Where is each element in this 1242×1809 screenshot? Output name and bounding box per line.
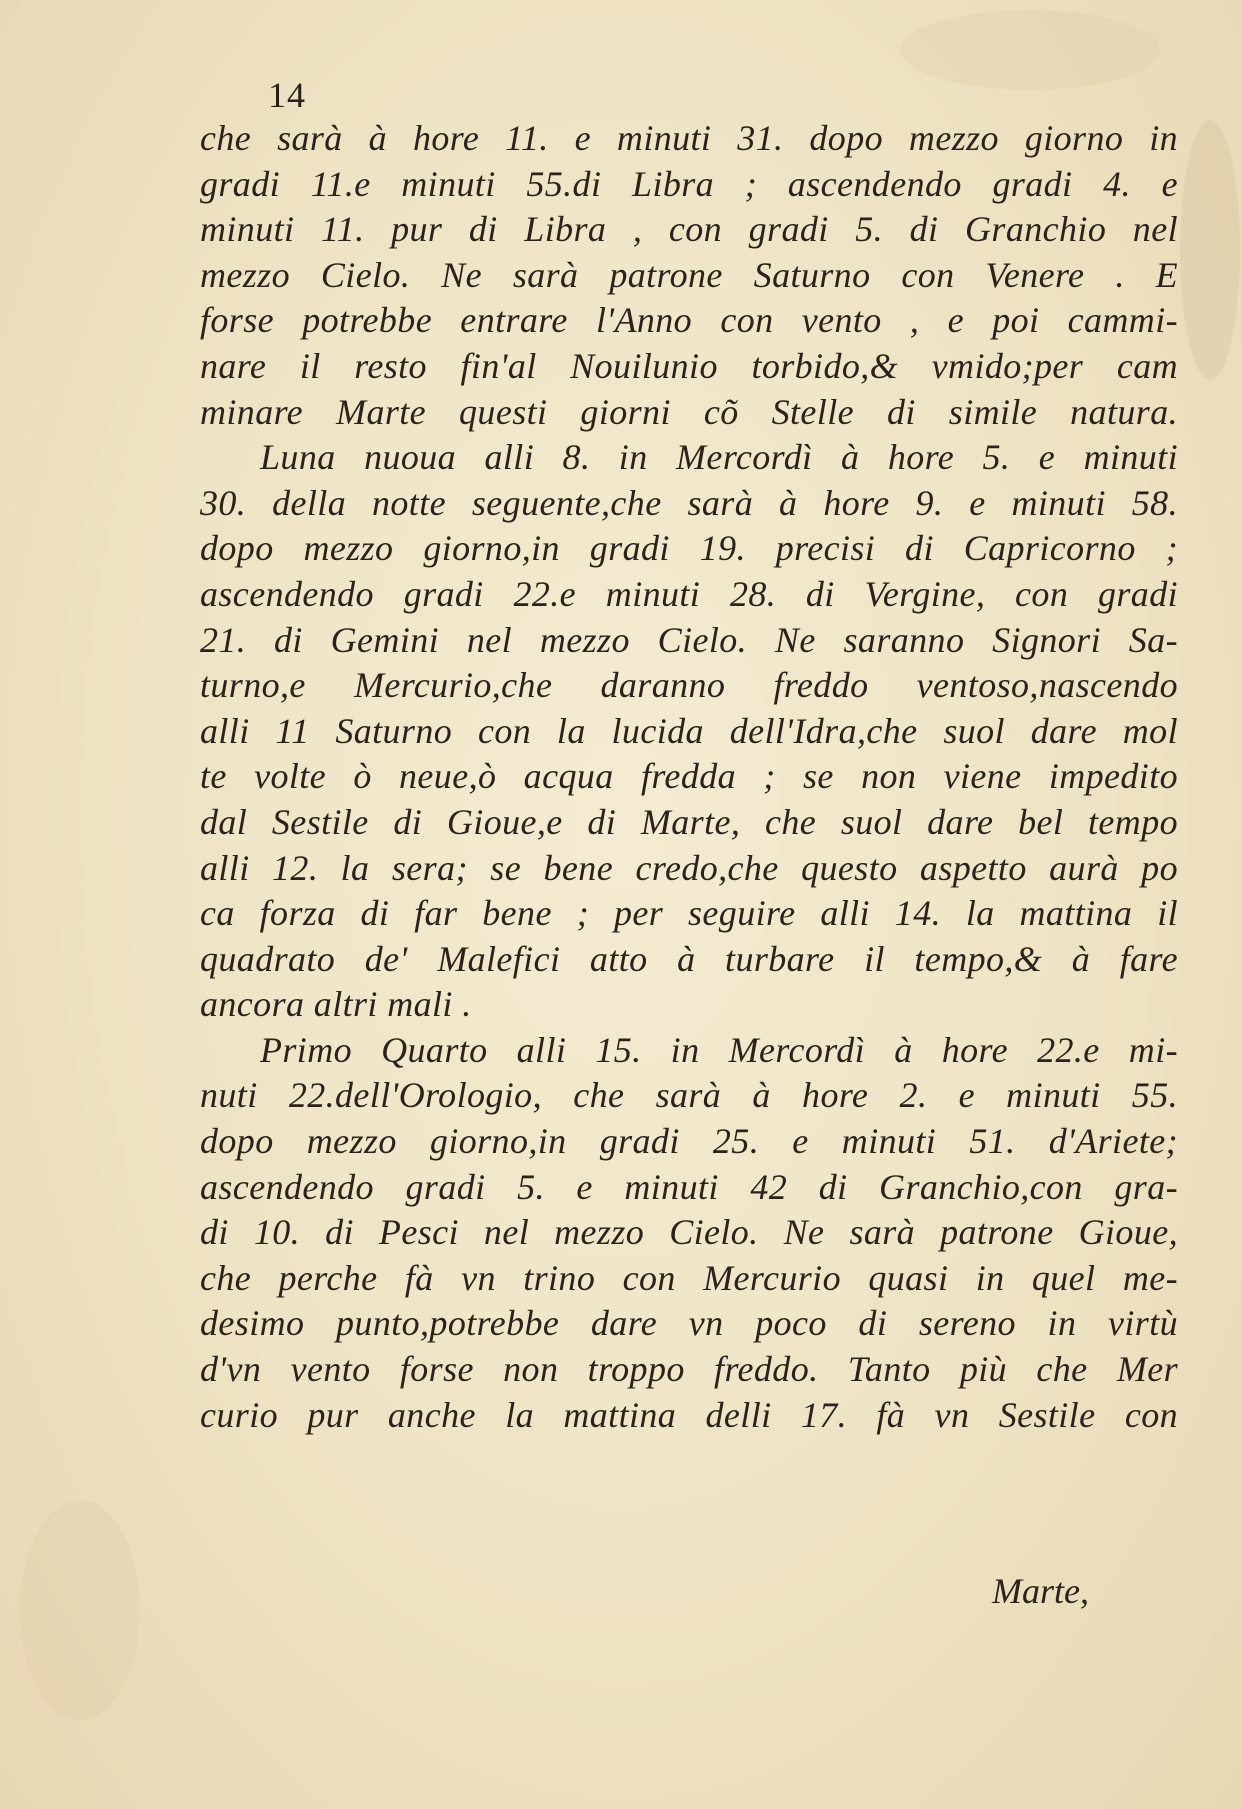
text-line: 21. di Gemini nel mezzo Cielo. Ne saranno Signori Sa- — [200, 619, 1178, 660]
paper-stain — [20, 1500, 140, 1720]
text-line: ascendendo gradi 5. e minuti 42 di Granchio,con gra- — [200, 1166, 1178, 1207]
text-line: ascendendo gradi 22.e minuti 28. di Vergine, con gradi — [200, 573, 1178, 614]
text-line: che perche fà vn trino con Mercurio quasi in quel me- — [200, 1257, 1178, 1298]
text-line: nare il resto fin'al Nouilunio torbido,& vmido;per cam — [200, 345, 1178, 386]
text-line: dopo mezzo giorno,in gradi 25. e minuti 51. d'Ariete; — [200, 1121, 1178, 1162]
text-line: di 10. di Pesci nel mezzo Cielo. Ne sarà patrone Gioue, — [200, 1212, 1178, 1253]
paper-stain — [900, 10, 1160, 90]
text-line: alli 12. la sera; se bene credo,che questo aspetto aurà po — [200, 847, 1178, 888]
catchword: Marte, — [992, 1571, 1089, 1611]
text-line: curio pur anche la mattina delli 17. fà vn Sestile con — [200, 1394, 1178, 1435]
text-line: forse potrebbe entrare l'Anno con vento , e poi cammi- — [200, 300, 1178, 341]
text-line: desimo punto,potrebbe dare vn poco di sereno in virtù — [200, 1303, 1178, 1344]
text-line: te volte ò neue,ò acqua fredda ; se non viene impedito — [200, 756, 1178, 797]
text-line: nuti 22.dell'Orologio, che sarà à hore 2. e minuti 55. — [200, 1075, 1178, 1116]
body-text — [200, 116, 1178, 1438]
text-line: ancora altri mali . — [200, 984, 472, 1025]
text-line: minuti 11. pur di Libra , con gradi 5. di Granchio nel — [200, 209, 1178, 250]
text-line: mezzo Cielo. Ne sarà patrone Saturno con Venere . E — [200, 254, 1178, 295]
text-line: alli 11 Saturno con la lucida dell'Idra,che suol dare mol — [200, 710, 1178, 751]
text-line: 30. della notte seguente,che sarà à hore 9. e minuti 58. — [200, 482, 1178, 523]
text-line: d'vn vento forse non troppo freddo. Tanto più che Mer — [200, 1349, 1178, 1390]
text-line: che sarà à hore 11. e minuti 31. dopo mezzo giorno in — [200, 118, 1178, 158]
text-line: turno,e Mercurio,che daranno freddo ventoso,nascendo — [200, 665, 1178, 706]
text-line: dal Sestile di Gioue,e di Marte, che suol dare bel tempo — [200, 801, 1178, 842]
text-line: gradi 11.e minuti 55.di Libra ; ascendendo gradi 4. e — [200, 163, 1178, 204]
page-number: 14 — [268, 75, 306, 115]
text-line: minare Marte questi giorni cõ Stelle di simile natura. — [200, 391, 1178, 432]
text-line: ca forza di far bene ; per seguire alli 14. la mattina il — [200, 893, 1178, 934]
paragraph-start-line: Luna nuoua alli 8. in Mercordì à hore 5. e minuti — [260, 437, 1178, 478]
paragraph-start-line: Primo Quarto alli 15. in Mercordì à hore 22.e mi- — [260, 1029, 1178, 1070]
paper-stain — [1180, 120, 1240, 380]
text-line: dopo mezzo giorno,in gradi 19. precisi di Capricorno ; — [200, 528, 1178, 569]
text-line: quadrato de' Malefici atto à turbare il tempo,& à fare — [200, 938, 1178, 979]
